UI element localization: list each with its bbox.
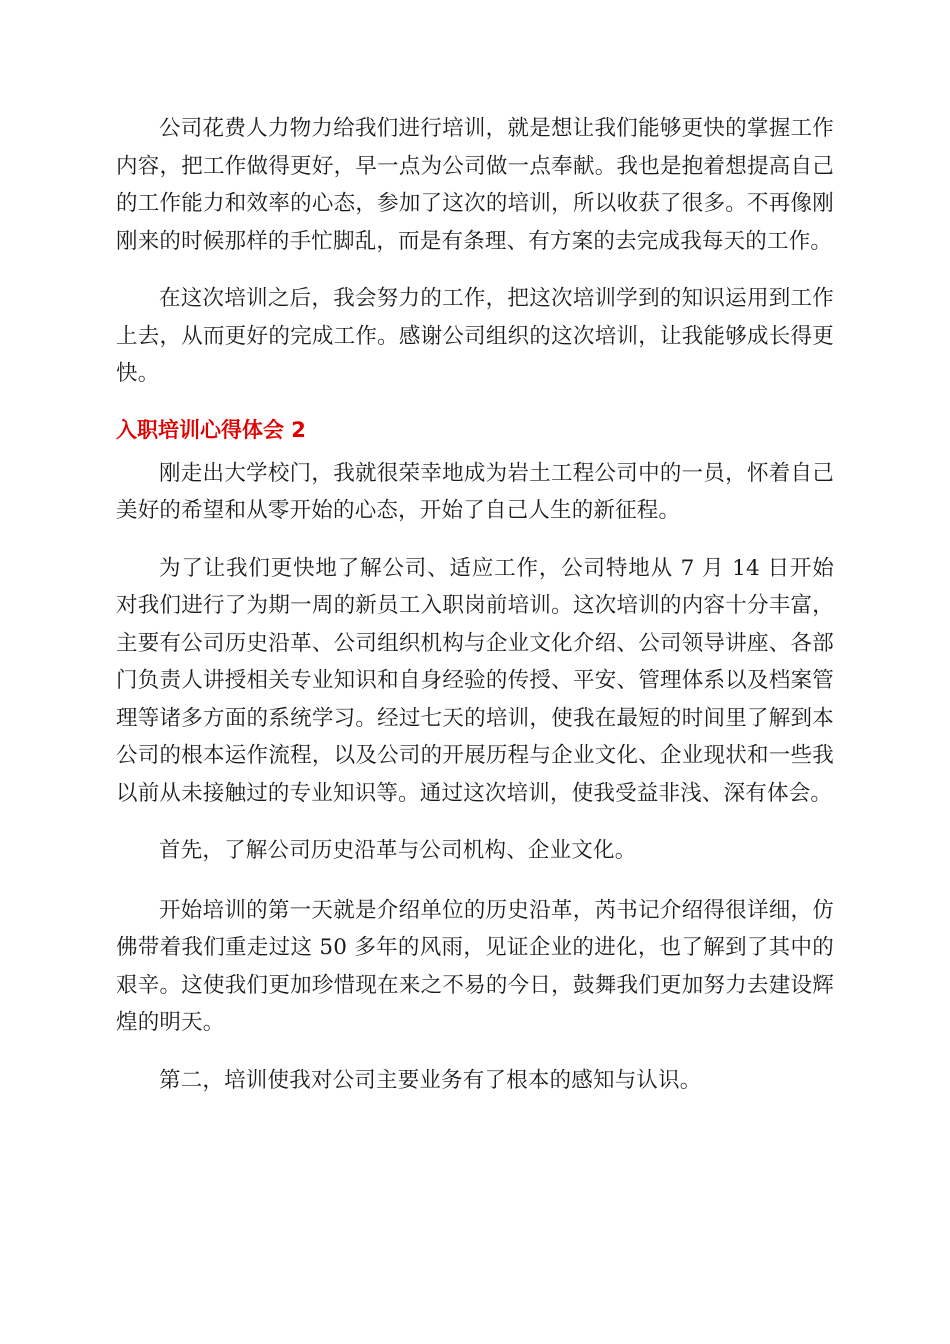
document-page bbox=[116, 110, 834, 1121]
paragraph-first-point: 首先，了解公司历史沿革与公司机构、企业文化。 bbox=[159, 838, 637, 863]
paragraph-after-training: 在这次培训之后，我会努力的工作，把这次培训学到的知识运用到工作上去，从而更好的完成工作。感谢公司组织的这次培训，让我能够成长得更快。 bbox=[116, 286, 834, 386]
section-heading: 入职培训心得体会 2 bbox=[116, 417, 306, 442]
paragraph-training-purpose: 公司花费人力物力给我们进行培训，就是想让我们能够更快的掌握工作内容，把工作做得更好，早一点为公司做一点奉献。我也是抱着想提高自己的工作能力和效率的心态，参加了这次的培训，所以收获了很多。不再像刚刚来的时候那样的手忙脚乱，而是有条理、有方案的去完成我每天的工作。 bbox=[116, 116, 834, 254]
paragraph-joining-company: 刚走出大学校门，我就很荣幸地成为岩土工程公司中的一员，怀着自己美好的希望和从零开始的心态，开始了自己人生的新征程。 bbox=[116, 460, 834, 523]
paragraph-history: 开始培训的第一天就是介绍单位的历史沿革，芮书记介绍得很详细，仿佛带着我们重走过这 50 多年的风雨，见证企业的进化，也了解到了其中的艰辛。这使我们更加珍惜现在来之不易的今日，鼓舞我们更加努力去建设辉煌的明天。 bbox=[116, 897, 834, 1035]
paragraph-second-point: 第二，培训使我对公司主要业务有了根本的感知与认识。 bbox=[159, 1067, 702, 1093]
paragraph-training-content: 为了让我们更快地了解公司、适应工作，公司特地从 7 月 14 日开始对我们进行了为期一周的新员工入职岗前培训。这次培训的内容十分丰富，主要有公司历史沿革、公司组织机构与企业文化介绍、公司领导讲座、各部门负责人讲授相关专业知识和自身经验的传授、平安、管理体系以及档案管理等诸多方面的系统学习。经过七天的培训，使我在最短的时间里了解到本公司的根本运作流程，以及公司的开展历程与企业文化、企业现状和一些我以前从未接触过的专业知识等。通过这次培训，使我受益非浅、深有体会。 bbox=[116, 555, 834, 806]
